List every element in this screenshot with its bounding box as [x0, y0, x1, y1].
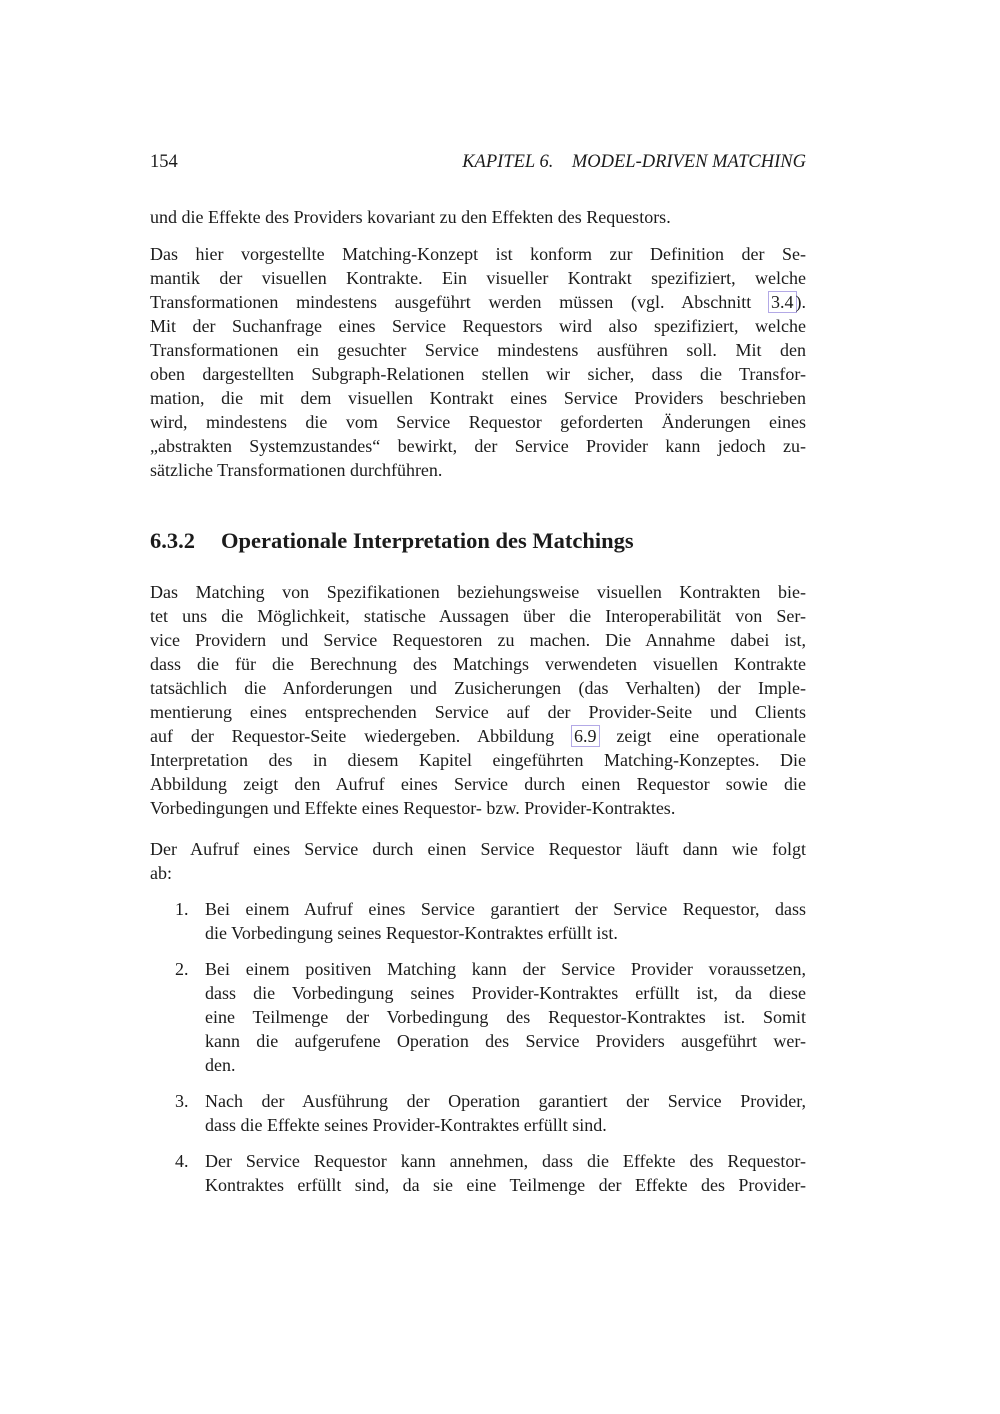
text-line: Interpretation des in diesem Kapitel eingeführten Matching-Konzeptes. Die — [150, 750, 806, 770]
text-line: Der Service Requestor kann annehmen, dass die Effekte des Requestor- — [205, 1151, 806, 1171]
list-item-number: 1. — [175, 899, 189, 919]
text-line: ab: — [150, 863, 172, 883]
text-line: auf der Requestor-Seite wiedergeben. Abbildung 6.9 zeigt eine operationale — [150, 726, 806, 746]
text-line: Das hier vorgestellte Matching-Konzept ist konform zur Definition der Se- — [150, 244, 806, 264]
text-line: dass die Vorbedingung seines Provider-Kontraktes erfüllt ist, da diese — [205, 983, 806, 1003]
list-item-text — [205, 957, 806, 1077]
list-item — [150, 1149, 806, 1197]
text-line: „abstrakten Systemzustandes“ bewirkt, der Service Provider kann jedoch zu- — [150, 436, 806, 456]
text-line: eine Teilmenge der Vorbedingung des Requestor-Kontraktes ist. Somit — [205, 1007, 806, 1027]
text-line: Transformationen ein gesuchter Service mindestens ausführen soll. Mit den — [150, 340, 806, 360]
list-item-number: 2. — [175, 959, 189, 979]
list-item-text — [205, 1089, 806, 1137]
section-number: 6.3.2 — [150, 528, 195, 553]
paragraph — [150, 580, 806, 820]
text-line: dass die für die Berechnung des Matchings verwendeten visuellen Kontrakte — [150, 654, 806, 674]
list-item — [150, 957, 806, 1077]
paragraph — [150, 837, 806, 885]
text-line: mentierung eines entsprechenden Service auf der Provider-Seite und Clients — [150, 702, 806, 722]
page-header — [150, 150, 806, 174]
text-line: Transformationen mindestens ausgeführt werden müssen (vgl. Abschnitt 3.4 ). — [150, 292, 806, 312]
text-line: tatsächlich die Anforderungen und Zusicherungen (das Verhalten) der Imple- — [150, 678, 806, 698]
text-line: und die Effekte des Providers kovariant zu den Effekten des Requestors. — [150, 207, 671, 227]
text-line: Das Matching von Spezifikationen beziehungsweise visuellen Kontrakten bie- — [150, 582, 806, 602]
ref-link-3-4[interactable]: 3.4 — [768, 291, 797, 313]
paragraph — [150, 205, 806, 229]
text-line: Nach der Ausführung der Operation garantiert der Service Provider, — [205, 1091, 806, 1111]
list-item-number: 3. — [175, 1091, 189, 1111]
ordered-list — [150, 897, 806, 1197]
list-item — [150, 897, 806, 945]
text-line: Bei einem Aufruf eines Service garantiert der Service Requestor, dass — [205, 899, 806, 919]
text-line: wird, mindestens die vom Service Requestor geforderten Änderungen eines — [150, 412, 806, 432]
text-line: sätzliche Transformationen durchführen. — [150, 460, 443, 480]
text-line: den. — [205, 1055, 236, 1075]
text-line: kann die aufgerufene Operation des Service Providers ausgeführt wer- — [205, 1031, 806, 1051]
list-item-text — [205, 897, 806, 945]
running-chapter-title: KAPITEL 6. MODEL-DRIVEN MATCHING — [462, 152, 806, 172]
text-line: Der Aufruf eines Service durch einen Service Requestor läuft dann wie folgt — [150, 839, 806, 859]
text-line: mation, die mit dem visuellen Kontrakt eines Service Providers beschrieben — [150, 388, 806, 408]
ref-link-6-9[interactable]: 6.9 — [571, 725, 600, 747]
text-line: Bei einem positiven Matching kann der Service Provider voraussetzen, — [205, 959, 806, 979]
paragraph — [150, 242, 806, 482]
text-line: dass die Effekte seines Provider-Kontraktes erfüllt sind. — [205, 1115, 607, 1135]
text-line: tet uns die Möglichkeit, statische Aussagen über die Interoperabilität von Ser- — [150, 606, 806, 626]
text-line: mantik der visuellen Kontrakte. Ein visueller Kontrakt spezifiziert, welche — [150, 268, 806, 288]
text-line: Abbildung zeigt den Aufruf eines Service durch einen Requestor sowie die — [150, 774, 806, 794]
text-line: Kontraktes erfüllt sind, da sie eine Teilmenge der Effekte des Provider- — [205, 1175, 806, 1195]
text-line: oben dargestellten Subgraph-Relationen stellen wir sicher, dass die Transfor- — [150, 364, 806, 384]
text-line: Vorbedingungen und Effekte eines Requestor- bzw. Provider-Kontraktes. — [150, 798, 676, 818]
list-item — [150, 1089, 806, 1137]
section-heading — [150, 526, 806, 556]
text-line: die Vorbedingung seines Requestor-Kontraktes erfüllt ist. — [205, 923, 618, 943]
text-line: Mit der Suchanfrage eines Service Requestors wird also spezifiziert, welche — [150, 316, 806, 336]
list-item-number: 4. — [175, 1151, 189, 1171]
list-item-text — [205, 1149, 806, 1197]
text-column — [150, 0, 806, 1197]
text-line: vice Providern und Service Requestoren zu machen. Die Annahme dabei ist, — [150, 630, 806, 650]
page-number: 154 — [150, 152, 178, 172]
section-title: Operationale Interpretation des Matchings — [221, 528, 634, 553]
